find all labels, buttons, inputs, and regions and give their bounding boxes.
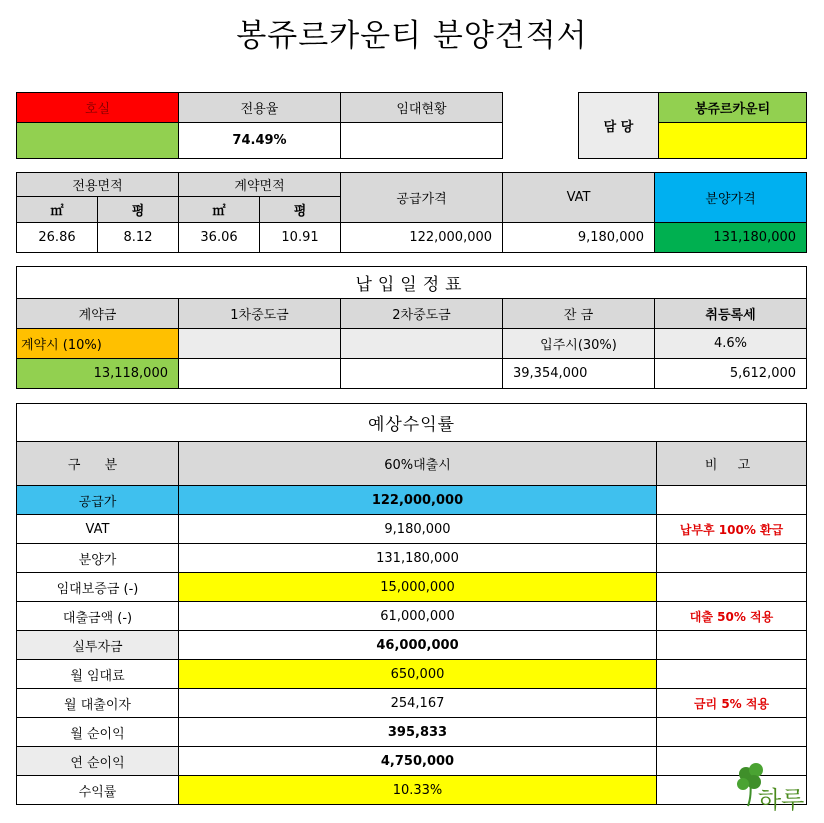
returns-row-value: 254,167 (179, 689, 657, 718)
returns-row-value: 4,750,000 (179, 747, 657, 776)
schedule-value: 13,118,000 (17, 359, 179, 389)
returns-row-note (657, 573, 807, 602)
vat-label: VAT (503, 173, 655, 223)
manager-label: 담 당 (579, 93, 659, 159)
sqm-unit: ㎡ (17, 197, 98, 223)
schedule-sub: 계약시 (10%) (17, 329, 179, 359)
returns-row-label: 공급가 (17, 486, 179, 515)
payment-schedule-table (16, 266, 807, 389)
returns-row-note: 금리 5% 적용 (657, 689, 807, 718)
schedule-header: 잔 금 (503, 299, 655, 329)
exclusive-pyeong: 8.12 (98, 223, 179, 253)
unit-label: 호실 (17, 93, 179, 123)
unit-info-table (16, 92, 503, 159)
schedule-header: 1차중도금 (179, 299, 341, 329)
returns-row-note (657, 486, 807, 515)
company-label: 봉쥬르카운티 (659, 93, 807, 123)
returns-row-label: 수익률 (17, 776, 179, 805)
col-category: 구 분 (17, 442, 179, 486)
returns-row-note (657, 718, 807, 747)
pyeong-unit: 평 (260, 197, 341, 223)
schedule-sub: 입주시(30%) (503, 329, 655, 359)
returns-title: 예상수익률 (17, 404, 807, 442)
returns-row-value: 650,000 (179, 660, 657, 689)
exclusive-area-label: 전용면적 (17, 173, 179, 197)
manager-table (578, 92, 807, 159)
unit-value (17, 123, 179, 159)
sale-price-value: 131,180,000 (655, 223, 807, 253)
supply-price-value: 122,000,000 (341, 223, 503, 253)
ratio-label: 전용율 (179, 93, 341, 123)
schedule-header: 계약금 (17, 299, 179, 329)
logo-text: 하루 (758, 786, 805, 814)
lease-value (341, 123, 503, 159)
company-value (659, 123, 807, 159)
returns-row-label: 임대보증금 (-) (17, 573, 179, 602)
returns-row-note (657, 660, 807, 689)
sale-price-label: 분양가격 (655, 173, 807, 223)
returns-row-note: 대출 50% 적용 (657, 602, 807, 631)
ratio-value: 74.49% (179, 123, 341, 159)
schedule-title: 납입일정표 (17, 267, 807, 299)
returns-row-note (657, 544, 807, 573)
contract-area-label: 계약면적 (179, 173, 341, 197)
returns-row-value: 61,000,000 (179, 602, 657, 631)
lease-label: 임대현황 (341, 93, 503, 123)
returns-row-label: 월 순이익 (17, 718, 179, 747)
contract-pyeong: 10.91 (260, 223, 341, 253)
pyeong-unit: 평 (98, 197, 179, 223)
returns-row-label: VAT (17, 515, 179, 544)
returns-row-note (657, 631, 807, 660)
col-loan: 60%대출시 (179, 442, 657, 486)
sqm-unit: ㎡ (179, 197, 260, 223)
schedule-value: 39,354,000 (503, 359, 655, 389)
schedule-value (341, 359, 503, 389)
returns-row-value: 131,180,000 (179, 544, 657, 573)
returns-row-label: 월 임대료 (17, 660, 179, 689)
schedule-sub (179, 329, 341, 359)
schedule-header: 2차중도금 (341, 299, 503, 329)
returns-table (16, 403, 807, 805)
schedule-value (179, 359, 341, 389)
returns-row-note: 납부후 100% 환급 (657, 515, 807, 544)
returns-row-value: 46,000,000 (179, 631, 657, 660)
returns-row-value: 15,000,000 (179, 573, 657, 602)
returns-row-value: 122,000,000 (179, 486, 657, 515)
schedule-sub (341, 329, 503, 359)
returns-row-label: 월 대출이자 (17, 689, 179, 718)
page-title: 봉쥬르카운티 분양견적서 (236, 18, 588, 54)
schedule-value: 5,612,000 (655, 359, 807, 389)
returns-row-value: 10.33% (179, 776, 657, 805)
col-note: 비 고 (657, 442, 807, 486)
exclusive-sqm: 26.86 (17, 223, 98, 253)
returns-row-label: 실투자금 (17, 631, 179, 660)
schedule-header: 취등록세 (655, 299, 807, 329)
returns-row-label: 분양가 (17, 544, 179, 573)
returns-row-value: 9,180,000 (179, 515, 657, 544)
vat-value: 9,180,000 (503, 223, 655, 253)
schedule-sub: 4.6% (655, 329, 807, 359)
returns-row-label: 연 순이익 (17, 747, 179, 776)
area-price-table (16, 172, 807, 253)
returns-row-value: 395,833 (179, 718, 657, 747)
supply-price-label: 공급가격 (341, 173, 503, 223)
returns-row-label: 대출금액 (-) (17, 602, 179, 631)
contract-sqm: 36.06 (179, 223, 260, 253)
